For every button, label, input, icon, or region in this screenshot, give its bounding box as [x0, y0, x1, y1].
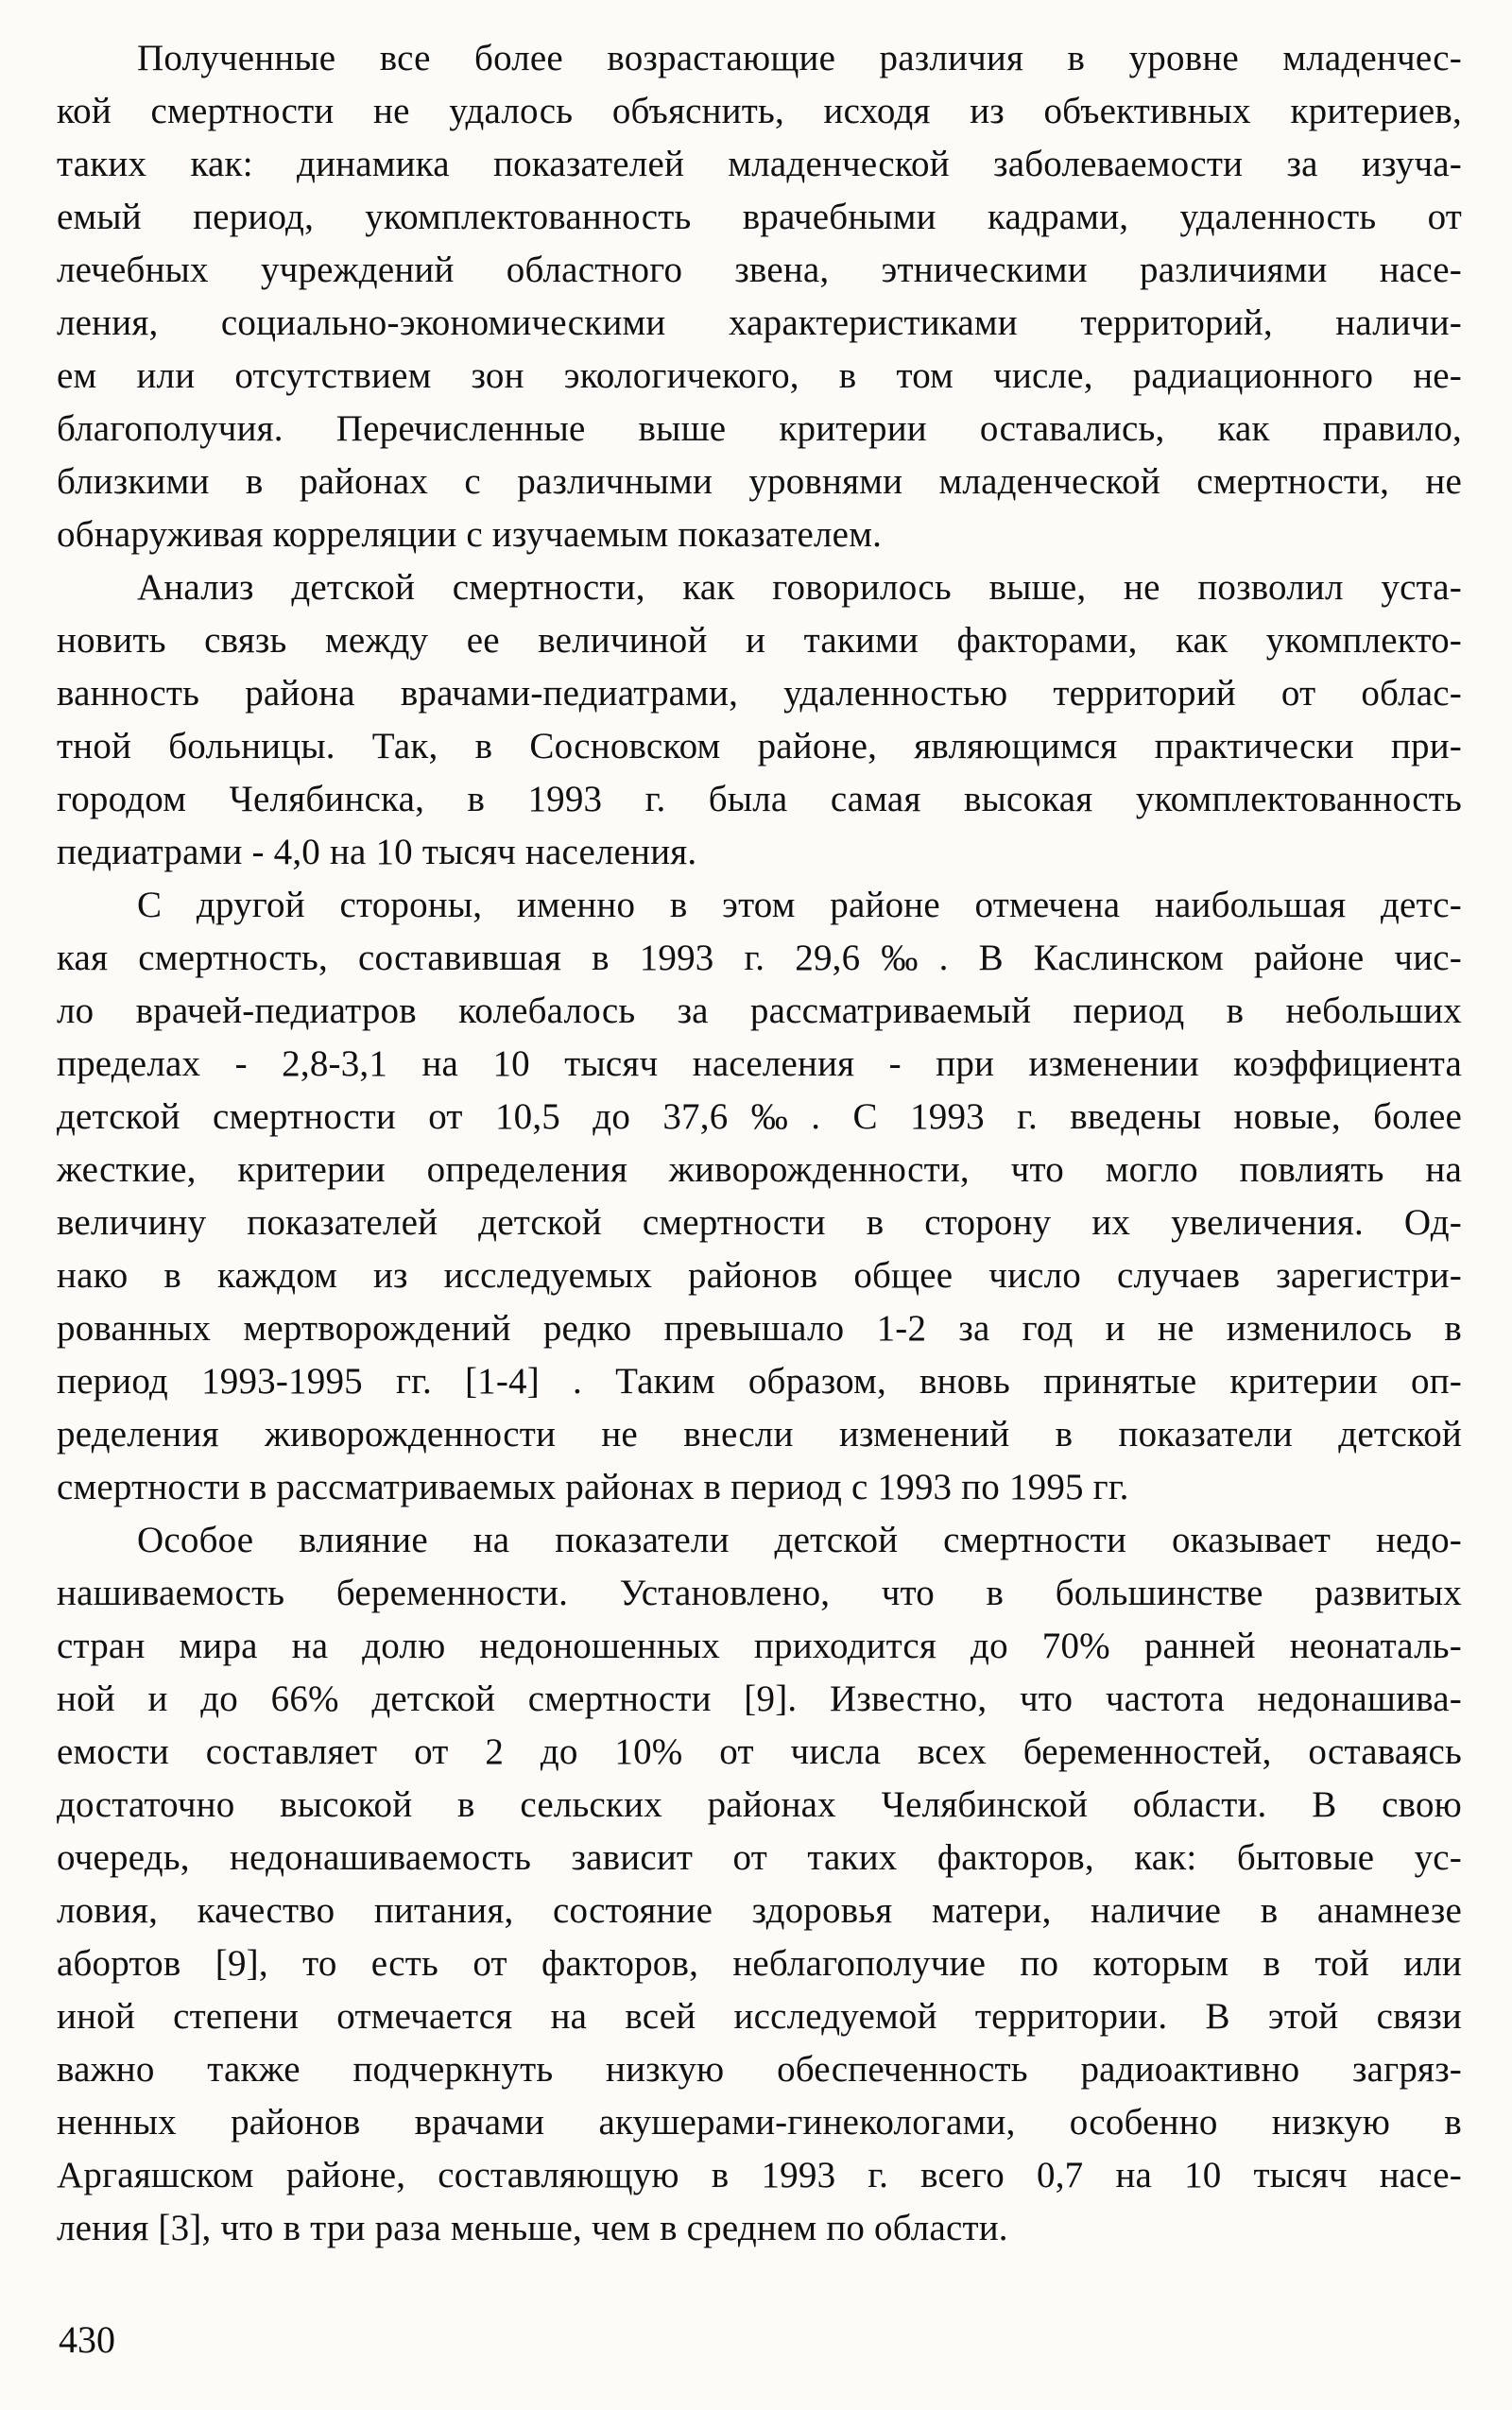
text-line: смертности в рассматриваемых районах в период с 1993 по 1995 гг.: [57, 1467, 1129, 1507]
text-line: кая смертность, составившая в 1993 г. 29,6‰. В Каслинском районе чис-: [57, 938, 1462, 978]
text-line: Особое влияние на показатели детской смертности оказывает недо-: [137, 1520, 1462, 1560]
text-line: С другой стороны, именно в этом районе отмечена наибольшая детс-: [137, 885, 1462, 925]
paragraph: [57, 1514, 1462, 2255]
text-line: благополучия. Перечисленные выше критерии оставались, как правило,: [57, 408, 1462, 449]
text-line: важно также подчеркнуть низкую обеспеченность радиоактивно загряз-: [57, 2049, 1462, 2090]
text-line: пределах - 2,8-3,1 на 10 тысяч населения - при изменении коэффициента: [57, 1043, 1462, 1084]
text-line: период 1993-1995 гг. [1-4] . Таким образом, вновь принятые критерии оп-: [57, 1361, 1462, 1402]
text-line: ределения живорожденности не внесли изменений в показатели детской: [57, 1414, 1462, 1455]
text-line: ления, социально-экономическими характеристиками территорий, наличи-: [57, 302, 1462, 343]
body-text: [57, 32, 1462, 2255]
text-line: нашиваемость беременности. Установлено, что в большинстве развитых: [57, 1573, 1462, 1613]
paragraph: [57, 32, 1462, 561]
paragraph: [57, 561, 1462, 879]
text-line: емости составляет от 2 до 10% от числа всех беременностей, оставаясь: [57, 1731, 1462, 1772]
text-line: ненных районов врачами акушерами-гинекологами, особенно низкую в: [57, 2102, 1462, 2143]
text-line: новить связь между ее величиной и такими факторами, как укомплекто-: [57, 620, 1462, 661]
text-line: тной больницы. Так, в Сосновском районе, являющимся практически при-: [57, 726, 1462, 766]
text-line: достаточно высокой в сельских районах Челябинской области. В свою: [57, 1784, 1462, 1825]
text-line: нако в каждом из исследуемых районов общее число случаев зарегистри-: [57, 1255, 1462, 1296]
text-line: ванность района врачами-педиатрами, удаленностью территорий от облас-: [57, 673, 1462, 714]
text-line: таких как: динамика показателей младенческой заболеваемости за изуча-: [57, 144, 1462, 184]
text-line: ло врачей-педиатров колебалось за рассматриваемый период в небольших: [57, 990, 1462, 1031]
paragraph: [57, 879, 1462, 1514]
text-line: ной и до 66% детской смертности [9]. Известно, что частота недонашива-: [57, 1678, 1462, 1719]
text-line: Аргаяшском районе, составляющую в 1993 г. всего 0,7 на 10 тысяч насе-: [57, 2155, 1462, 2195]
text-line: абортов [9], то есть от факторов, неблагополучие по которым в той или: [57, 1943, 1462, 1984]
text-line: емый период, укомплектованность врачебными кадрами, удаленность от: [57, 197, 1462, 237]
text-line: кой смертности не удалось объяснить, исходя из объективных критериев,: [57, 91, 1462, 131]
text-line: очередь, недонашиваемость зависит от таких факторов, как: бытовые ус-: [57, 1837, 1462, 1878]
text-line: стран мира на долю недоношенных приходится до 70% ранней неонаталь-: [57, 1626, 1462, 1666]
text-line: педиатрами - 4,0 на 10 тысяч населения.: [57, 832, 697, 872]
text-line: Анализ детской смертности, как говорилось выше, не позволил уста-: [137, 567, 1462, 608]
text-line: близкими в районах с различными уровнями младенческой смертности, не: [57, 461, 1462, 502]
text-line: рованных мертворождений редко превышало 1-2 за год и не изменилось в: [57, 1308, 1462, 1349]
text-line: жесткие, критерии определения живорожденности, что могло повлиять на: [57, 1149, 1462, 1190]
text-line: иной степени отмечается на всей исследуемой территории. В этой связи: [57, 1996, 1462, 2037]
text-line: городом Челябинска, в 1993 г. была самая высокая укомплектованность: [57, 779, 1462, 819]
text-line: ем или отсутствием зон экологичекого, в том числе, радиационного не-: [57, 355, 1462, 396]
text-line: детской смертности от 10,5 до 37,6‰. С 1993 г. введены новые, более: [57, 1096, 1462, 1137]
text-line: ления [3], что в три раза меньше, чем в среднем по области.: [57, 2208, 1008, 2248]
text-line: Полученные все более возрастающие различия в уровне младенчес-: [137, 38, 1462, 78]
text-line: лечебных учреждений областного звена, этническими различиями насе-: [57, 250, 1462, 290]
text-line: ловия, качество питания, состояние здоровья матери, наличие в анамнезе: [57, 1890, 1462, 1931]
text-line: величину показателей детской смертности в сторону их увеличения. Од-: [57, 1202, 1462, 1243]
page-number: 430: [59, 2318, 115, 2361]
text-line: обнаруживая корреляции с изучаемым показателем.: [57, 514, 883, 555]
